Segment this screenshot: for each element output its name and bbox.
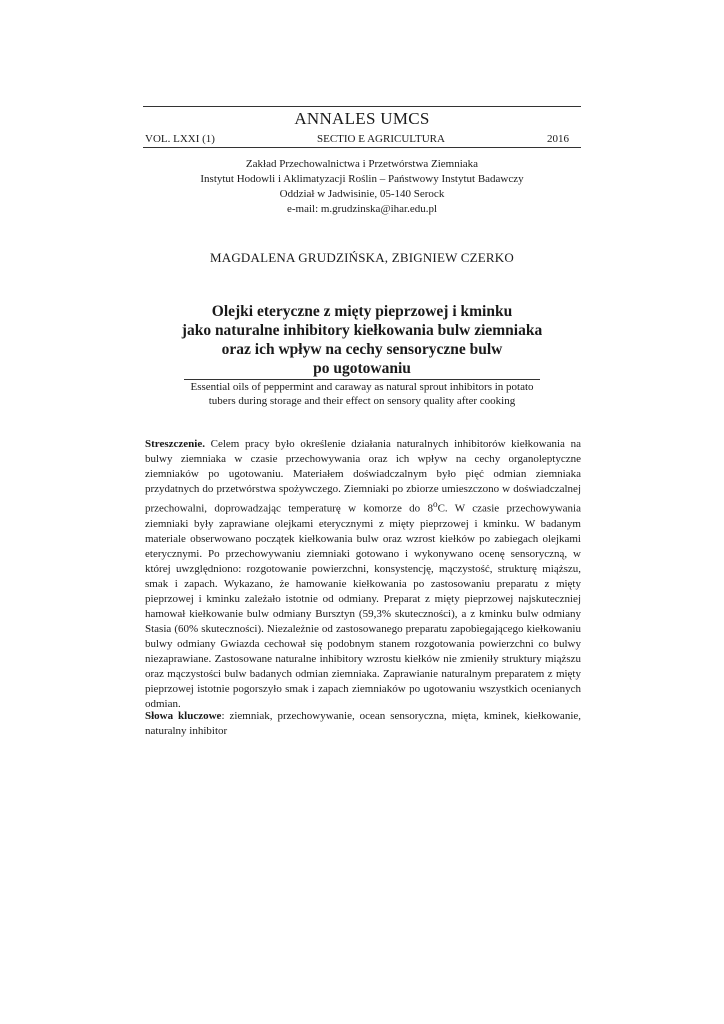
keywords-text: : ziemniak, przechowywanie, ocean sensoryczna, mięta, kminek, kiełkowanie, naturalny inhibitor (145, 710, 582, 737)
abstract-text-part2: C. W czasie przechowywania ziemniaki były zaprawiane olejkami eterycznymi z mięty pieprzowej i kminku. W badanym materiale obserwowano początek kiełkowania bulw oraz wzrost kiełków po zabiegach olejkami eterycznymi. Po przechowywaniu ziemniaki gotowano i wykonywano ocenę sensoryczną, w której uwzględniono: rozgotowanie powierzchni, konsystencję, mączystość, strukturę miąższu, smak i zapach. Wykazano, że hamowanie kiełkowania po zastosowaniu preparatu z mięty pieprzowej i kminku zależało istotnie od odmiany. Preparat z mięty pieprzowej najskuteczniej hamował kiełkowanie bulw odmiany Bursztyn (59,3% skuteczności), a z kminku bulw odmiany Stasia (60% skuteczności). Niezależnie od zastosowanego preparatu zapobiegającego kiełkowaniu bulwy odmiany Gwiazda cechował się podobnym stanem rozgotowania powierzchni co bulwy niezaprawiane. Zastosowane naturalne inhibitory wzrostu kiełków nie zmieniły struktury miąższu oraz mączystości bulw badanych odmian ziemniaka. Zaprawianie naturalnym preparatem z mięty pieprzowej istotnie pogorszyło smak i zapach ziemniaków po ugotowaniu wszystkich ocenianych odmian. (145, 502, 581, 710)
affiliation-institute: Instytut Hodowli i Aklimatyzacji Roślin – Państwowy Instytut Badawczy (200, 173, 524, 185)
keywords (145, 709, 581, 739)
affiliation-department: Zakład Przechowalnictwa i Przetwórstwa Ziemniaka (245, 158, 479, 170)
journal-meta-line (145, 133, 569, 145)
affiliation-block (143, 157, 581, 217)
abstract-text-part1: Celem pracy było określenie działania naturalnych inhibitorów kiełkowania na bulwy ziemniaka w czasie przechowywania oraz ich wpływ na cechy organoleptyczne ziemniaków po ugotowaniu. Materiałem doświadczalnym było pięć odmian ziemniaka przydatnych do przetwórstwa spożywczego. Ziemniaki po zbiorze umieszczono w doświadczalnej przechowalni, doprowadzając temperaturę w komorze do 8 (145, 438, 581, 515)
title-line: jako naturalne inhibitory kiełkowania bulw ziemniaka (181, 322, 543, 339)
affiliation-address: Oddział w Jadwisinie, 05-140 Serock (279, 188, 445, 200)
paper-title-english (143, 380, 581, 408)
paper-title-polish (143, 302, 581, 378)
header-bottom-rule (143, 147, 581, 148)
header-top-rule (143, 106, 581, 107)
authors: MAGDALENA GRUDZIŃSKA, ZBIGNIEW CZERKO (210, 250, 514, 265)
affiliation-email: e-mail: m.grudzinska@ihar.edu.pl (286, 203, 438, 215)
abstract-label: Streszczenie. (145, 438, 205, 450)
title-en-line: tubers during storage and their effect on sensory quality after cooking (208, 395, 516, 407)
degree-superscript: o (432, 499, 438, 509)
keywords-label: Słowa kluczowe (145, 710, 222, 722)
journal-title: ANNALES UMCS (294, 109, 430, 128)
journal-year: 2016 (546, 133, 569, 145)
journal-section: SECTIO E AGRICULTURA (317, 133, 445, 145)
title-line: oraz ich wpływ na cechy sensoryczne bulw (221, 341, 503, 358)
journal-volume: VOL. LXXI (1) (145, 133, 215, 145)
title-line: po ugotowaniu (313, 360, 411, 377)
title-line: Olejki eteryczne z mięty pieprzowej i kminku (211, 303, 513, 320)
title-en-line: Essential oils of peppermint and caraway as natural sprout inhibitors in potato (190, 381, 534, 393)
abstract (145, 437, 581, 712)
